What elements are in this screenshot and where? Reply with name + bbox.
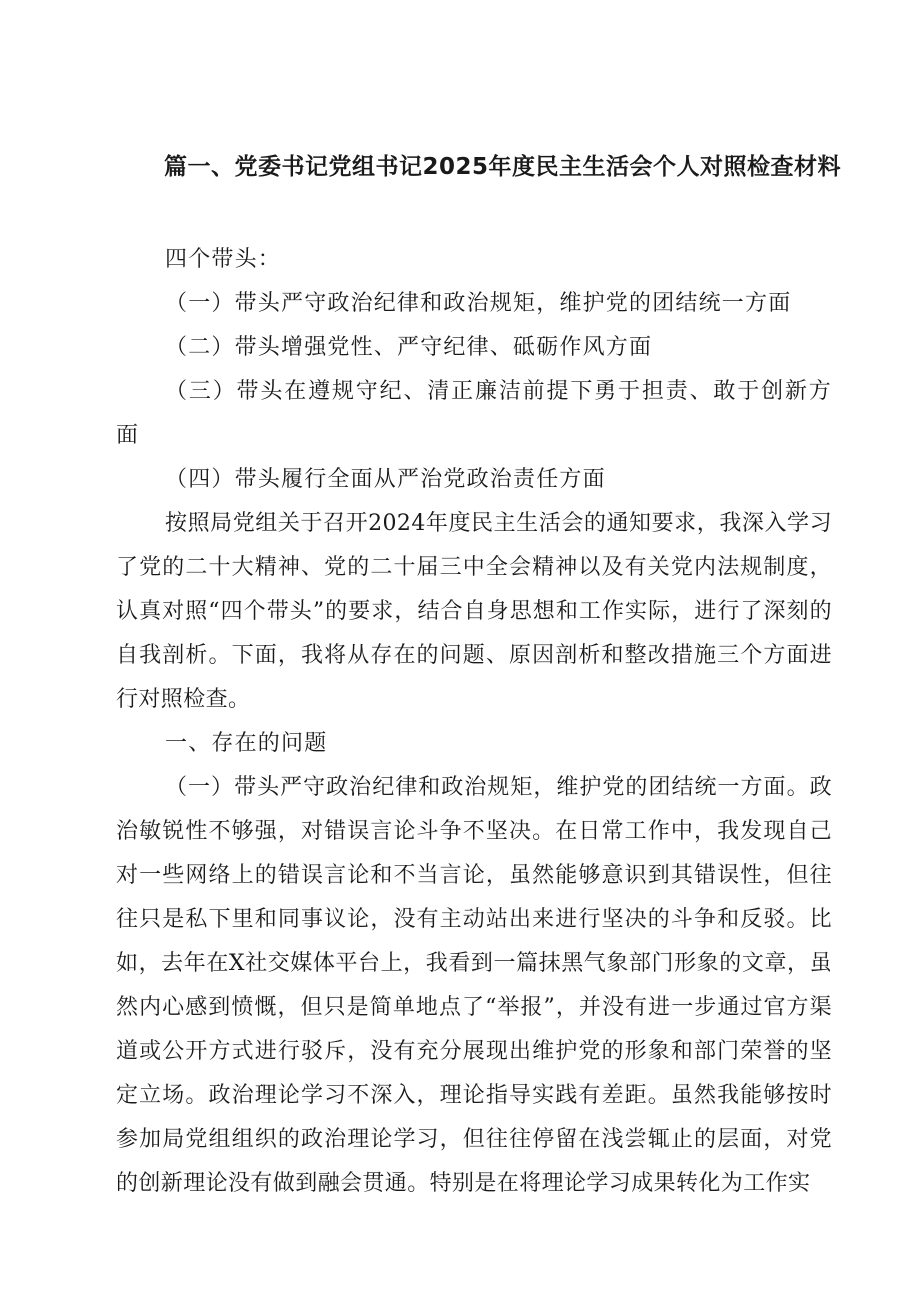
four-item-4: （四）带头履行全面从严治党政治责任方面: [165, 467, 606, 492]
four-item-3: （三）带头在遵规守纪、清正廉洁前提下勇于担责、敢于创新方面: [116, 379, 832, 448]
four-item-1: （一）带头严守政治纪律和政治规矩，维护党的团结统一方面: [165, 291, 792, 316]
section1-paragraph: （一）带头严守政治纪律和政治规矩，维护党的团结统一方面。政治敏锐性不够强，对错误言论斗争不坚决。在日常工作中，我发现自己对一些网络上的错误言论和不当言论，虽然能够意识到其错误性，但往往只是私下里和同事议论，没有主动站出来进行坚决的斗争和反驳。比如，去年在X社交媒体平台上，我看到一篇抹黑气象部门形象的文章，虽然内心感到愤慨，但只是简单地点了“举报”，并没有进一步通过官方渠道或公开方式进行驳斥，没有充分展现出维护党的形象和部门荣誉的坚定立场。政治理论学习不深入，理论指导实践有差距。虽然我能够按时参加局党组组织的政治理论学习，但往往停留在浅尝辄止的层面，对党的创新理论没有做到融会贯通。特别是在将理论学习成果转化为工作实: [116, 775, 832, 1196]
document-title: 篇一、党委书记党组书记2025年度民主生活会个人对照检查材料: [164, 154, 842, 180]
four-item-2: （二）带头增强党性、严守纪律、砥砺作风方面: [165, 335, 653, 360]
section-heading-problems: 一、存在的问题: [165, 731, 328, 756]
intro-paragraph: 按照局党组关于召开2024年度民主生活会的通知要求，我深入学习了党的二十大精神、党的二十届三中全会精神以及有关党内法规制度，认真对照“四个带头”的要求，结合自身思想和工作实际，进行了深刻的自我剖析。下面，我将从存在的问题、原因剖析和整改措施三个方面进行对照检查。: [116, 511, 832, 712]
document-body: [116, 238, 832, 1206]
intro-label: 四个带头：: [165, 247, 282, 272]
